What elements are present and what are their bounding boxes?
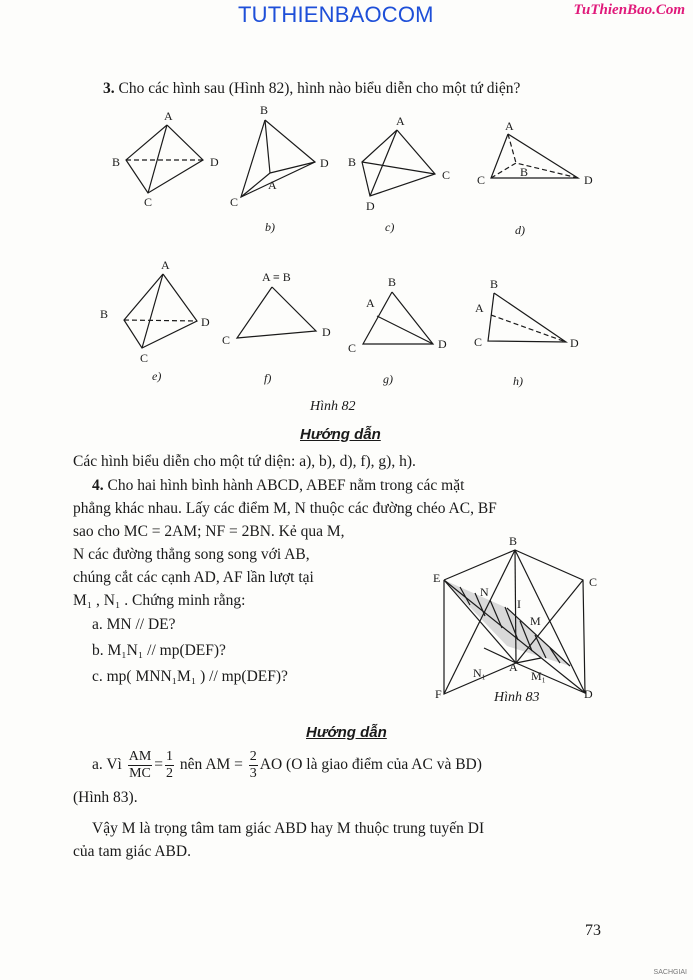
label-e-B: B [100, 307, 109, 321]
exercise-4-solution-line-2: (Hình 83). [73, 789, 138, 806]
label-83-B: B [509, 534, 518, 548]
exercise-4-item-b: b. M₁N₁ // mp(DEF)? [92, 642, 226, 659]
label-83-D: D [584, 687, 593, 701]
fraction-one-half [165, 749, 174, 782]
label-83-C: C [589, 575, 598, 589]
fig-label-h: h) [513, 374, 523, 388]
label-a-C: C [144, 195, 153, 209]
figure-82-c [348, 114, 450, 213]
frac-mc: MC [129, 765, 151, 781]
fraction-two-thirds [249, 749, 258, 782]
label-a-D: D [210, 155, 219, 169]
exercise-3-text: Cho các hình sau (Hình 82), hình nào biểu diễn cho một tứ diện? [118, 80, 521, 97]
label-b-B: B [260, 103, 269, 117]
label-g-A: A [366, 296, 375, 310]
label-f-AB: A ≡ B [262, 270, 291, 284]
label-d-B: B [520, 165, 529, 179]
fig-label-g: g) [383, 372, 393, 386]
label-83-M1: M₁ [531, 669, 546, 683]
label-b-D: D [320, 156, 329, 170]
label-83-N: N [480, 585, 489, 599]
frac-3: 3 [249, 765, 257, 781]
label-c-B: B [348, 155, 357, 169]
label-f-D: D [322, 325, 331, 339]
figure-82-e [100, 258, 210, 365]
figure-83-caption: Hình 83 [494, 690, 540, 705]
site-title: TUTHIENBAOCOM [238, 2, 434, 27]
label-d-D: D [584, 173, 593, 187]
frac-2b: 2 [249, 748, 257, 764]
label-83-F: F [435, 687, 442, 701]
exercise-4-line-4: N các đường thẳng song song với AB, [73, 546, 310, 563]
label-83-E: E [433, 571, 441, 585]
label-d-A: A [505, 119, 514, 133]
label-h-A: A [475, 301, 484, 315]
exercise-4-text-1: Cho hai hình bình hành ABCD, ABEF nằm trong các mặt [107, 477, 465, 494]
figure-82 [0, 100, 693, 420]
solution-eq: = [154, 756, 164, 773]
figure-83 [420, 530, 620, 715]
figure-82-g [348, 275, 447, 355]
label-g-C: C [348, 341, 357, 355]
exercise-4-line-3: sao cho MC = 2AM; NF = 2BN. Kẻ qua M, [73, 523, 345, 540]
label-c-C: C [442, 168, 451, 182]
label-c-A: A [396, 114, 405, 128]
figure-82-caption: Hình 82 [310, 399, 356, 414]
figure-82-h [474, 277, 579, 350]
figure-82-f [222, 270, 331, 347]
figure-82-d [477, 119, 593, 187]
exercise-3-guide-heading: Hướng dẫn [300, 426, 381, 443]
label-e-C: C [140, 351, 149, 365]
exercise-4-item-a: a. MN // DE? [92, 616, 176, 633]
exercise-3-answer: Các hình biểu diễn cho một tứ diện: a), b), d), f), g), h). [73, 453, 416, 470]
exercise-4-solution-line-1 [92, 748, 482, 782]
exercise-4-line-5: chúng cắt các cạnh AD, AF lần lượt tại [73, 569, 314, 586]
fig-label-b: b) [265, 220, 275, 234]
label-b-A: A [268, 178, 277, 192]
fig-label-d: d) [515, 223, 525, 237]
label-e-A: A [161, 258, 170, 272]
label-83-M: M [530, 614, 541, 628]
label-c-D: D [366, 199, 375, 213]
exercise-4-item-c: c. mp( MNN₁M₁ ) // mp(DEF)? [92, 668, 288, 685]
exercise-4-solution-para-2: của tam giác ABD. [73, 843, 191, 860]
solution-prefix: a. Vì [92, 756, 122, 773]
frac-2: 2 [166, 765, 174, 781]
label-a-A: A [164, 109, 173, 123]
label-83-I: I [517, 597, 521, 611]
fig-label-c: c) [385, 220, 395, 234]
solution-suffix: AO (O là giao điểm của AC và BD) [259, 756, 482, 773]
exercise-4-line-2: phẳng khác nhau. Lấy các điểm M, N thuộc các đường chéo AC, BF [73, 500, 497, 517]
exercise-4-guide-heading: Hướng dẫn [306, 724, 387, 741]
label-d-C: C [477, 173, 486, 187]
label-f-C: C [222, 333, 231, 347]
exercise-4-number: 4. [92, 477, 104, 494]
figure-82-b [230, 103, 329, 209]
label-h-B: B [490, 277, 499, 291]
watermark: SACHGIAI [653, 969, 687, 976]
label-a-B: B [112, 155, 121, 169]
site-logo: TuThienBao.Com [573, 2, 685, 18]
label-83-N1: N₁ [473, 666, 486, 680]
exercise-4-solution-para-1: Vậy M là trọng tâm tam giác ABD hay M thuộc trung tuyến DI [92, 820, 485, 837]
frac-am: AM [128, 748, 152, 764]
label-83-A: A [509, 660, 518, 674]
fig-label-f: f) [264, 371, 272, 385]
label-b-C: C [230, 195, 239, 209]
solution-mid: nên AM = [179, 756, 243, 773]
frac-1: 1 [166, 748, 174, 764]
figure-82-a [112, 109, 219, 209]
label-e-D: D [201, 315, 210, 329]
exercise-4-line-6: M₁ , N₁ . Chứng minh rằng: [73, 592, 246, 609]
fig-label-e: e) [152, 369, 162, 383]
fraction-am-mc [128, 749, 153, 782]
label-g-D: D [438, 337, 447, 351]
exercise-4-line-1 [92, 475, 464, 497]
label-h-C: C [474, 335, 483, 349]
exercise-3-number: 3. [103, 80, 115, 97]
exercise-3-question [103, 78, 520, 100]
label-h-D: D [570, 336, 579, 350]
page-number: 73 [585, 922, 601, 939]
label-g-B: B [388, 275, 397, 289]
